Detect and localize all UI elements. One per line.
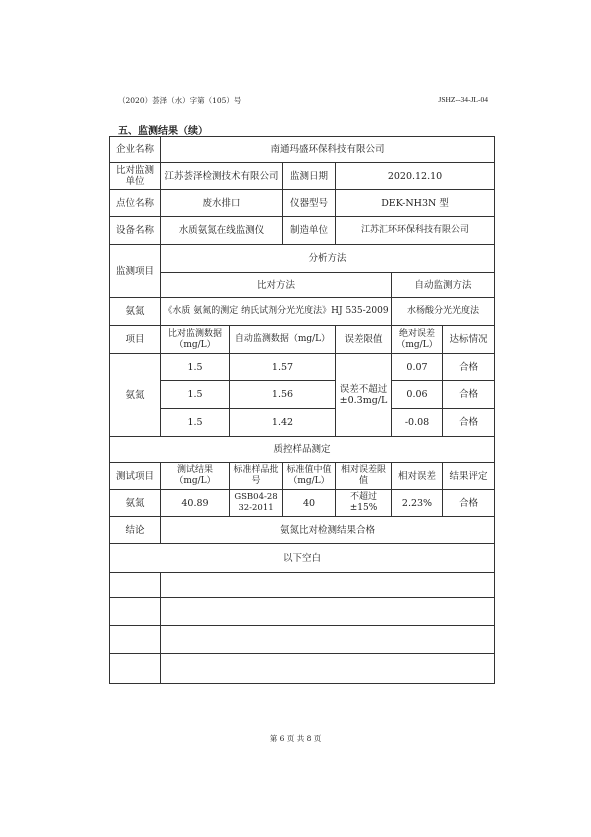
qc-col-result: 测试结果（mg/L） — [161, 463, 230, 490]
auto-value: 1.56 — [230, 381, 336, 409]
info-row-device — [110, 217, 495, 245]
comparison-unit-label: 比对监测单位 — [110, 163, 161, 190]
abs-error-value: 0.06 — [392, 381, 443, 409]
conclusion-label: 结论 — [110, 517, 161, 544]
blank-note-row — [110, 544, 495, 573]
status-value: 合格 — [443, 381, 495, 409]
comparison-value: 1.5 — [161, 409, 230, 437]
empty-cell — [161, 626, 495, 654]
qc-col-center: 标准值中值（mg/L） — [283, 463, 336, 490]
qc-col-eval: 结果评定 — [443, 463, 495, 490]
qc-result: 40.89 — [161, 490, 230, 517]
empty-cell — [161, 654, 495, 684]
device-value: 水质氨氮在线监测仪 — [161, 217, 283, 245]
status-value: 合格 — [443, 354, 495, 381]
auto-value: 1.57 — [230, 354, 336, 381]
info-row-point — [110, 190, 495, 217]
company-value: 南通玛盛环保科技有限公司 — [161, 137, 495, 163]
col-auto-data: 自动监测数据（mg/L） — [230, 326, 336, 354]
qc-rel-error: 2.23% — [392, 490, 443, 517]
qc-col-limit: 相对误差限值 — [336, 463, 392, 490]
empty-cell — [161, 573, 495, 598]
analysis-method-header: 分析方法 — [161, 245, 495, 273]
form-code: JSHZ--34-JL-04 — [438, 95, 488, 104]
qc-header-row — [110, 463, 495, 490]
table-row — [110, 354, 495, 381]
col-error-limit: 误差限值 — [336, 326, 392, 354]
monitoring-item-label: 监测项目 — [110, 245, 161, 298]
model-label: 仪器型号 — [283, 190, 336, 217]
qc-col-item: 测试项目 — [110, 463, 161, 490]
col-status: 达标情况 — [443, 326, 495, 354]
qc-limit: 不超过±15% — [336, 490, 392, 517]
auto-method-value: 水杨酸分光光度法 — [392, 298, 495, 326]
qc-batch: GSB04-2832-2011 — [230, 490, 283, 517]
qc-title-row — [110, 437, 495, 463]
empty-row — [110, 573, 495, 598]
comparison-value: 1.5 — [161, 381, 230, 409]
document-number: （2020）荟泽（水）字第（105）号 — [118, 96, 242, 105]
methods-subheader-row — [110, 273, 495, 298]
empty-cell — [110, 626, 161, 654]
conclusion-value: 氨氮比对检测结果合格 — [161, 517, 495, 544]
qc-col-batch: 标准样品批号 — [230, 463, 283, 490]
company-label: 企业名称 — [110, 137, 161, 163]
blank-note: 以下空白 — [110, 544, 495, 573]
error-limit-value: 误差不超过±0.3mg/L — [336, 354, 392, 437]
monitoring-results-table — [109, 136, 495, 684]
maker-label: 制造单位 — [283, 217, 336, 245]
date-label: 监测日期 — [283, 163, 336, 190]
qc-center: 40 — [283, 490, 336, 517]
info-row-unit — [110, 163, 495, 190]
empty-row — [110, 654, 495, 684]
point-value: 废水排口 — [161, 190, 283, 217]
methods-row — [110, 298, 495, 326]
col-abs-error: 绝对误差（mg/L） — [392, 326, 443, 354]
comparison-method-value: 《水质 氨氮的测定 纳氏试剂分光光度法》HJ 535-2009 — [161, 298, 392, 326]
comparison-method-header: 比对方法 — [161, 273, 392, 298]
page-footer: 第 6 页 共 8 页 — [269, 734, 322, 743]
empty-row — [110, 626, 495, 654]
empty-cell — [110, 598, 161, 626]
auto-method-header: 自动监测方法 — [392, 273, 495, 298]
table-row — [110, 381, 495, 409]
method-parameter: 氨氮 — [110, 298, 161, 326]
empty-cell — [161, 598, 495, 626]
maker-value: 江苏汇环环保科技有限公司 — [336, 217, 495, 245]
section-title: 五、监测结果（续） — [118, 126, 208, 137]
empty-row — [110, 598, 495, 626]
col-comparison-data: 比对监测数据（mg/L） — [161, 326, 230, 354]
status-value: 合格 — [443, 409, 495, 437]
qc-col-rel-error: 相对误差 — [392, 463, 443, 490]
col-item: 项目 — [110, 326, 161, 354]
info-row-company — [110, 137, 495, 163]
auto-value: 1.42 — [230, 409, 336, 437]
empty-cell — [110, 654, 161, 684]
date-value: 2020.12.10 — [336, 163, 495, 190]
device-label: 设备名称 — [110, 217, 161, 245]
comparison-parameter: 氨氮 — [110, 354, 161, 437]
model-value: DEK-NH3N 型 — [336, 190, 495, 217]
methods-header-row — [110, 245, 495, 273]
comparison-unit-value: 江苏荟泽检测技术有限公司 — [161, 163, 283, 190]
empty-cell — [110, 573, 161, 598]
table-row — [110, 409, 495, 437]
comparison-value: 1.5 — [161, 354, 230, 381]
abs-error-value: -0.08 — [392, 409, 443, 437]
qc-title: 质控样品测定 — [110, 437, 495, 463]
qc-item: 氨氮 — [110, 490, 161, 517]
point-label: 点位名称 — [110, 190, 161, 217]
comparison-header-row — [110, 326, 495, 354]
abs-error-value: 0.07 — [392, 354, 443, 381]
conclusion-row — [110, 517, 495, 544]
qc-data-row — [110, 490, 495, 517]
qc-eval: 合格 — [443, 490, 495, 517]
